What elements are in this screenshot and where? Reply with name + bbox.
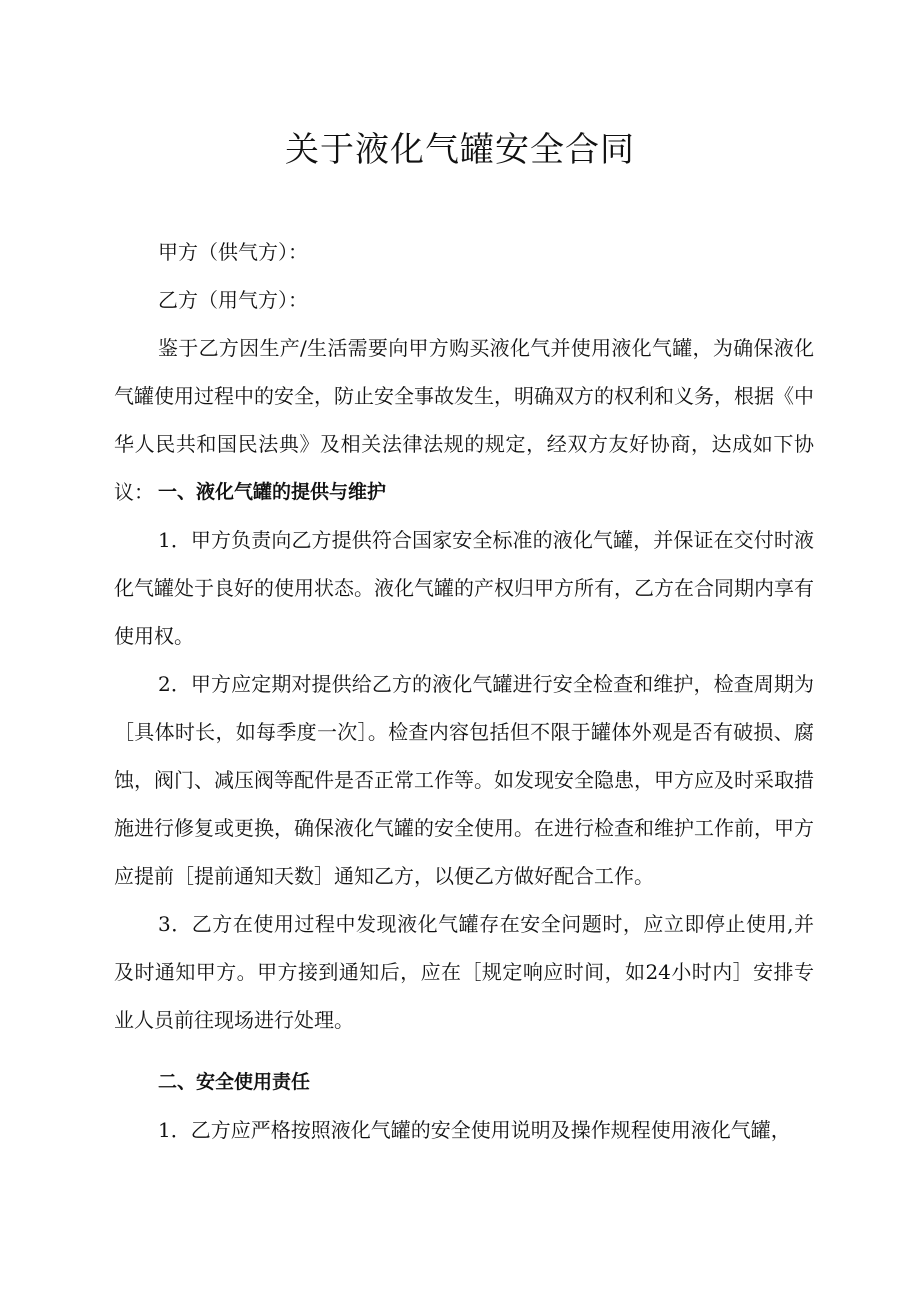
clause-paragraph: 2．甲方应定期对提供给乙方的液化气罐进行安全检查和维护，检查周期为［具体时长，如每季度一次］。检查内容包括但不限于罐体外观是否有破损、腐蚀，阀门、减压阀等配件是否正常工作等。如发现安全隐患，甲方应及时采取措施进行修复或更换，确保液化气罐的安全使用。在进行检查和维护工作前，甲方应提前［提前通知天数］通知乙方，以便乙方做好配合工作。 bbox=[114, 672, 814, 888]
section-heading: 一、液化气罐的提供与维护 bbox=[158, 481, 387, 503]
document-title: 关于液化气罐安全合同 bbox=[285, 130, 635, 170]
clause-paragraph: 1．甲方负责向乙方提供符合国家安全标准的液化气罐，并保证在交付时液化气罐处于良好的使用状态。液化气罐的产权归甲方所有，乙方在合同期内享有使用权。 bbox=[114, 528, 814, 648]
party-b-line: 乙方（用气方）： bbox=[158, 288, 308, 312]
clause-paragraph: 1．乙方应严格按照液化气罐的安全使用说明及操作规程使用液化气罐， bbox=[158, 1118, 791, 1142]
section-heading: 二、安全使用责任 bbox=[158, 1071, 311, 1093]
clause-paragraph: 3．乙方在使用过程中发现液化气罐存在安全问题时，应立即停止使用,并及时通知甲方。甲方接到通知后，应在［规定响应时间，如24小时内］安排专业人员前往现场进行处理。 bbox=[114, 912, 814, 1032]
preamble-paragraph: 鉴于乙方因生产/生活需要向甲方购买液化气并使用液化气罐，为确保液化气罐使用过程中的安全，防止安全事故发生，明确双方的权利和义务，根据《中华人民共和国民法典》及相关法律法规的规定，经双方友好协商，达成如下协议： bbox=[114, 336, 814, 504]
party-a-line: 甲方（供气方）： bbox=[158, 240, 308, 264]
